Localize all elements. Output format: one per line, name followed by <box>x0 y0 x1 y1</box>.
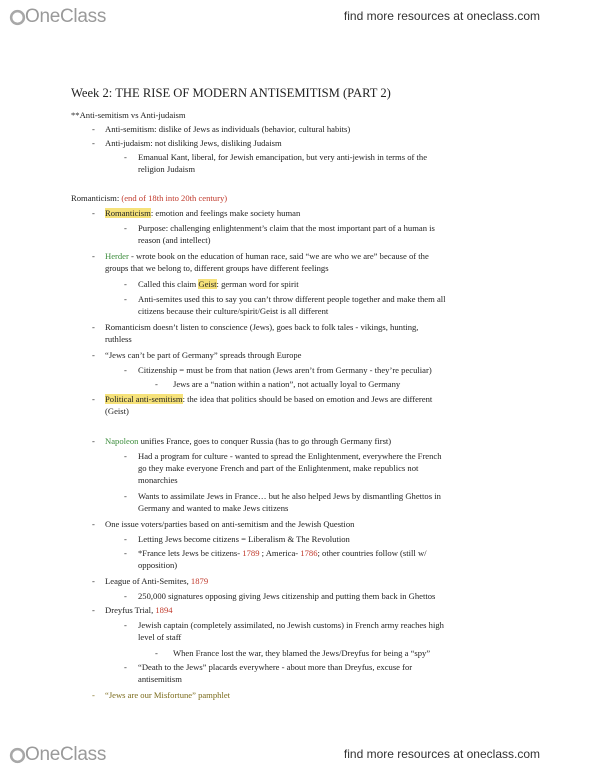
footer-bar <box>0 736 595 770</box>
text-line: League of Anti-Semites, 1879 <box>105 576 209 586</box>
bullet-dash: - <box>124 534 127 544</box>
text-line: opposition) <box>138 560 178 570</box>
bullet-dash: - <box>92 519 95 529</box>
text-line: Romanticism: emotion and feelings make society human <box>105 208 301 218</box>
text-line: Jews are a “nation within a nation”, not actually loyal to Germany <box>173 379 401 389</box>
text-line: citizens because their culture/spirit/Geist is all different <box>138 306 329 316</box>
bullet-dash: - <box>124 548 127 558</box>
bullet-dash: - <box>124 491 127 501</box>
find-more-resources-link[interactable]: find more resources at oneclass.com <box>343 9 540 23</box>
bullet-dash: - <box>92 208 95 218</box>
bullet-dash: - <box>124 620 127 630</box>
bullet-dash: - <box>124 279 127 289</box>
text-line: Purpose: challenging enlightenment’s claim that the most important part of a human is <box>138 223 435 233</box>
bullet-dash: - <box>124 662 127 672</box>
text-line: *France lets Jews be citizens- 1789 ; America- 1786; other countries follow (still w/ <box>138 548 427 558</box>
bullet-dash: - <box>92 322 95 332</box>
brand-name: OneClass <box>25 744 107 765</box>
text-line: Jewish captain (completely assimilated, no Jewish customs) in French army reaches high <box>138 620 444 630</box>
text-line: Romanticism doesn’t listen to conscience (Jews), goes back to folk tales - vikings, hunting, <box>105 322 419 332</box>
text-line: Anti-semitism: dislike of Jews as individuals (behavior, cultural habits) <box>105 124 351 134</box>
bullet-dash: - <box>155 379 158 389</box>
text-line: monarchies <box>138 475 178 485</box>
bullet-dash: - <box>92 605 95 615</box>
page-title: Week 2: THE RISE OF MODERN ANTISEMITISM (PART 2) <box>71 86 391 100</box>
text-line: Napoleon unifies France, goes to conquer Russia (has to go through Germany first) <box>105 436 392 446</box>
brand-name: OneClass <box>25 6 107 27</box>
text-line: One issue voters/parties based on anti-semitism and the Jewish Question <box>105 519 355 529</box>
bullet-dash: - <box>124 152 127 162</box>
bullet-dash: - <box>124 365 127 375</box>
text-line: religion Judaism <box>138 164 196 174</box>
bullet-dash: - <box>124 591 127 601</box>
text-line: reason (and intellect) <box>138 235 211 245</box>
bullet-dash: - <box>92 124 95 134</box>
text-line: (Geist) <box>105 406 129 416</box>
bullet-dash: - <box>92 251 95 261</box>
text-line: Anti-semites used this to say you can’t throw different people together and make them all <box>138 294 446 304</box>
text-line: Anti-judaism: not disliking Jews, disliking Judaism <box>105 138 282 148</box>
text-line: “Jews are our Misfortune” pamphlet <box>105 690 231 700</box>
text-line: Romanticism: (end of 18th into 20th century) <box>71 193 228 203</box>
text-line: Germany and wanted to make Jews citizens <box>138 503 289 513</box>
text-line: When France lost the war, they blamed the Jews/Dreyfus for being a “spy” <box>173 648 431 658</box>
text-line: Wants to assimilate Jews in France… but he also helped Jews by dismantling Ghettos in <box>138 491 441 501</box>
bullet-dash: - <box>92 350 95 360</box>
oneclass-logo[interactable] <box>9 744 106 766</box>
bullet-dash: - <box>124 223 127 233</box>
bullet-dash: - <box>92 576 95 586</box>
bullet-dash: - <box>92 394 95 404</box>
bullet-dash: - <box>124 451 127 461</box>
text-line: level of staff <box>138 632 182 642</box>
text-line: ruthless <box>105 334 132 344</box>
bullet-dash: - <box>92 436 95 446</box>
text-line: groups that we belong to, different groups have different feelings <box>105 263 329 273</box>
text-line: go they make everyone French and part of the Enlightenment, make republics not <box>138 463 419 473</box>
text-line: Dreyfus Trial, 1894 <box>105 605 173 615</box>
text-line: Emanual Kant, liberal, for Jewish emancipation, but very anti-jewish in terms of the <box>138 152 428 162</box>
oneclass-logo-icon <box>9 747 26 764</box>
bullet-dash: - <box>92 138 95 148</box>
text-line: Political anti-semitism: the idea that politics should be based on emotion and Jews are different <box>105 394 433 404</box>
text-line: “Death to the Jews” placards everywhere - about more than Dreyfus, excuse for <box>138 662 413 672</box>
text-line: Herder - wrote book on the education of human race, said “we are who we are” because of the <box>105 251 429 261</box>
text-line: Citizenship = must be from that nation (Jews aren’t from Germany - they’re peculiar) <box>138 365 432 375</box>
text-line: **Anti-semitism vs Anti-judaism <box>71 110 186 120</box>
text-line: Letting Jews become citizens = Liberalism & The Revolution <box>138 534 350 544</box>
text-line: “Jews can’t be part of Germany” spreads through Europe <box>105 350 302 360</box>
find-more-resources-link[interactable]: find more resources at oneclass.com <box>343 747 540 761</box>
text-line: Called this claim Geist: german word for spirit <box>138 279 299 289</box>
bullet-dash: - <box>124 294 127 304</box>
text-line: antisemitism <box>138 674 182 684</box>
text-line: 250,000 signatures opposing giving Jews citizenship and putting them back in Ghettos <box>138 591 436 601</box>
text-line: Had a program for culture - wanted to spread the Enlightenment, everywhere the French <box>138 451 442 461</box>
bullet-dash: - <box>92 690 95 700</box>
bullet-dash: - <box>155 648 158 658</box>
